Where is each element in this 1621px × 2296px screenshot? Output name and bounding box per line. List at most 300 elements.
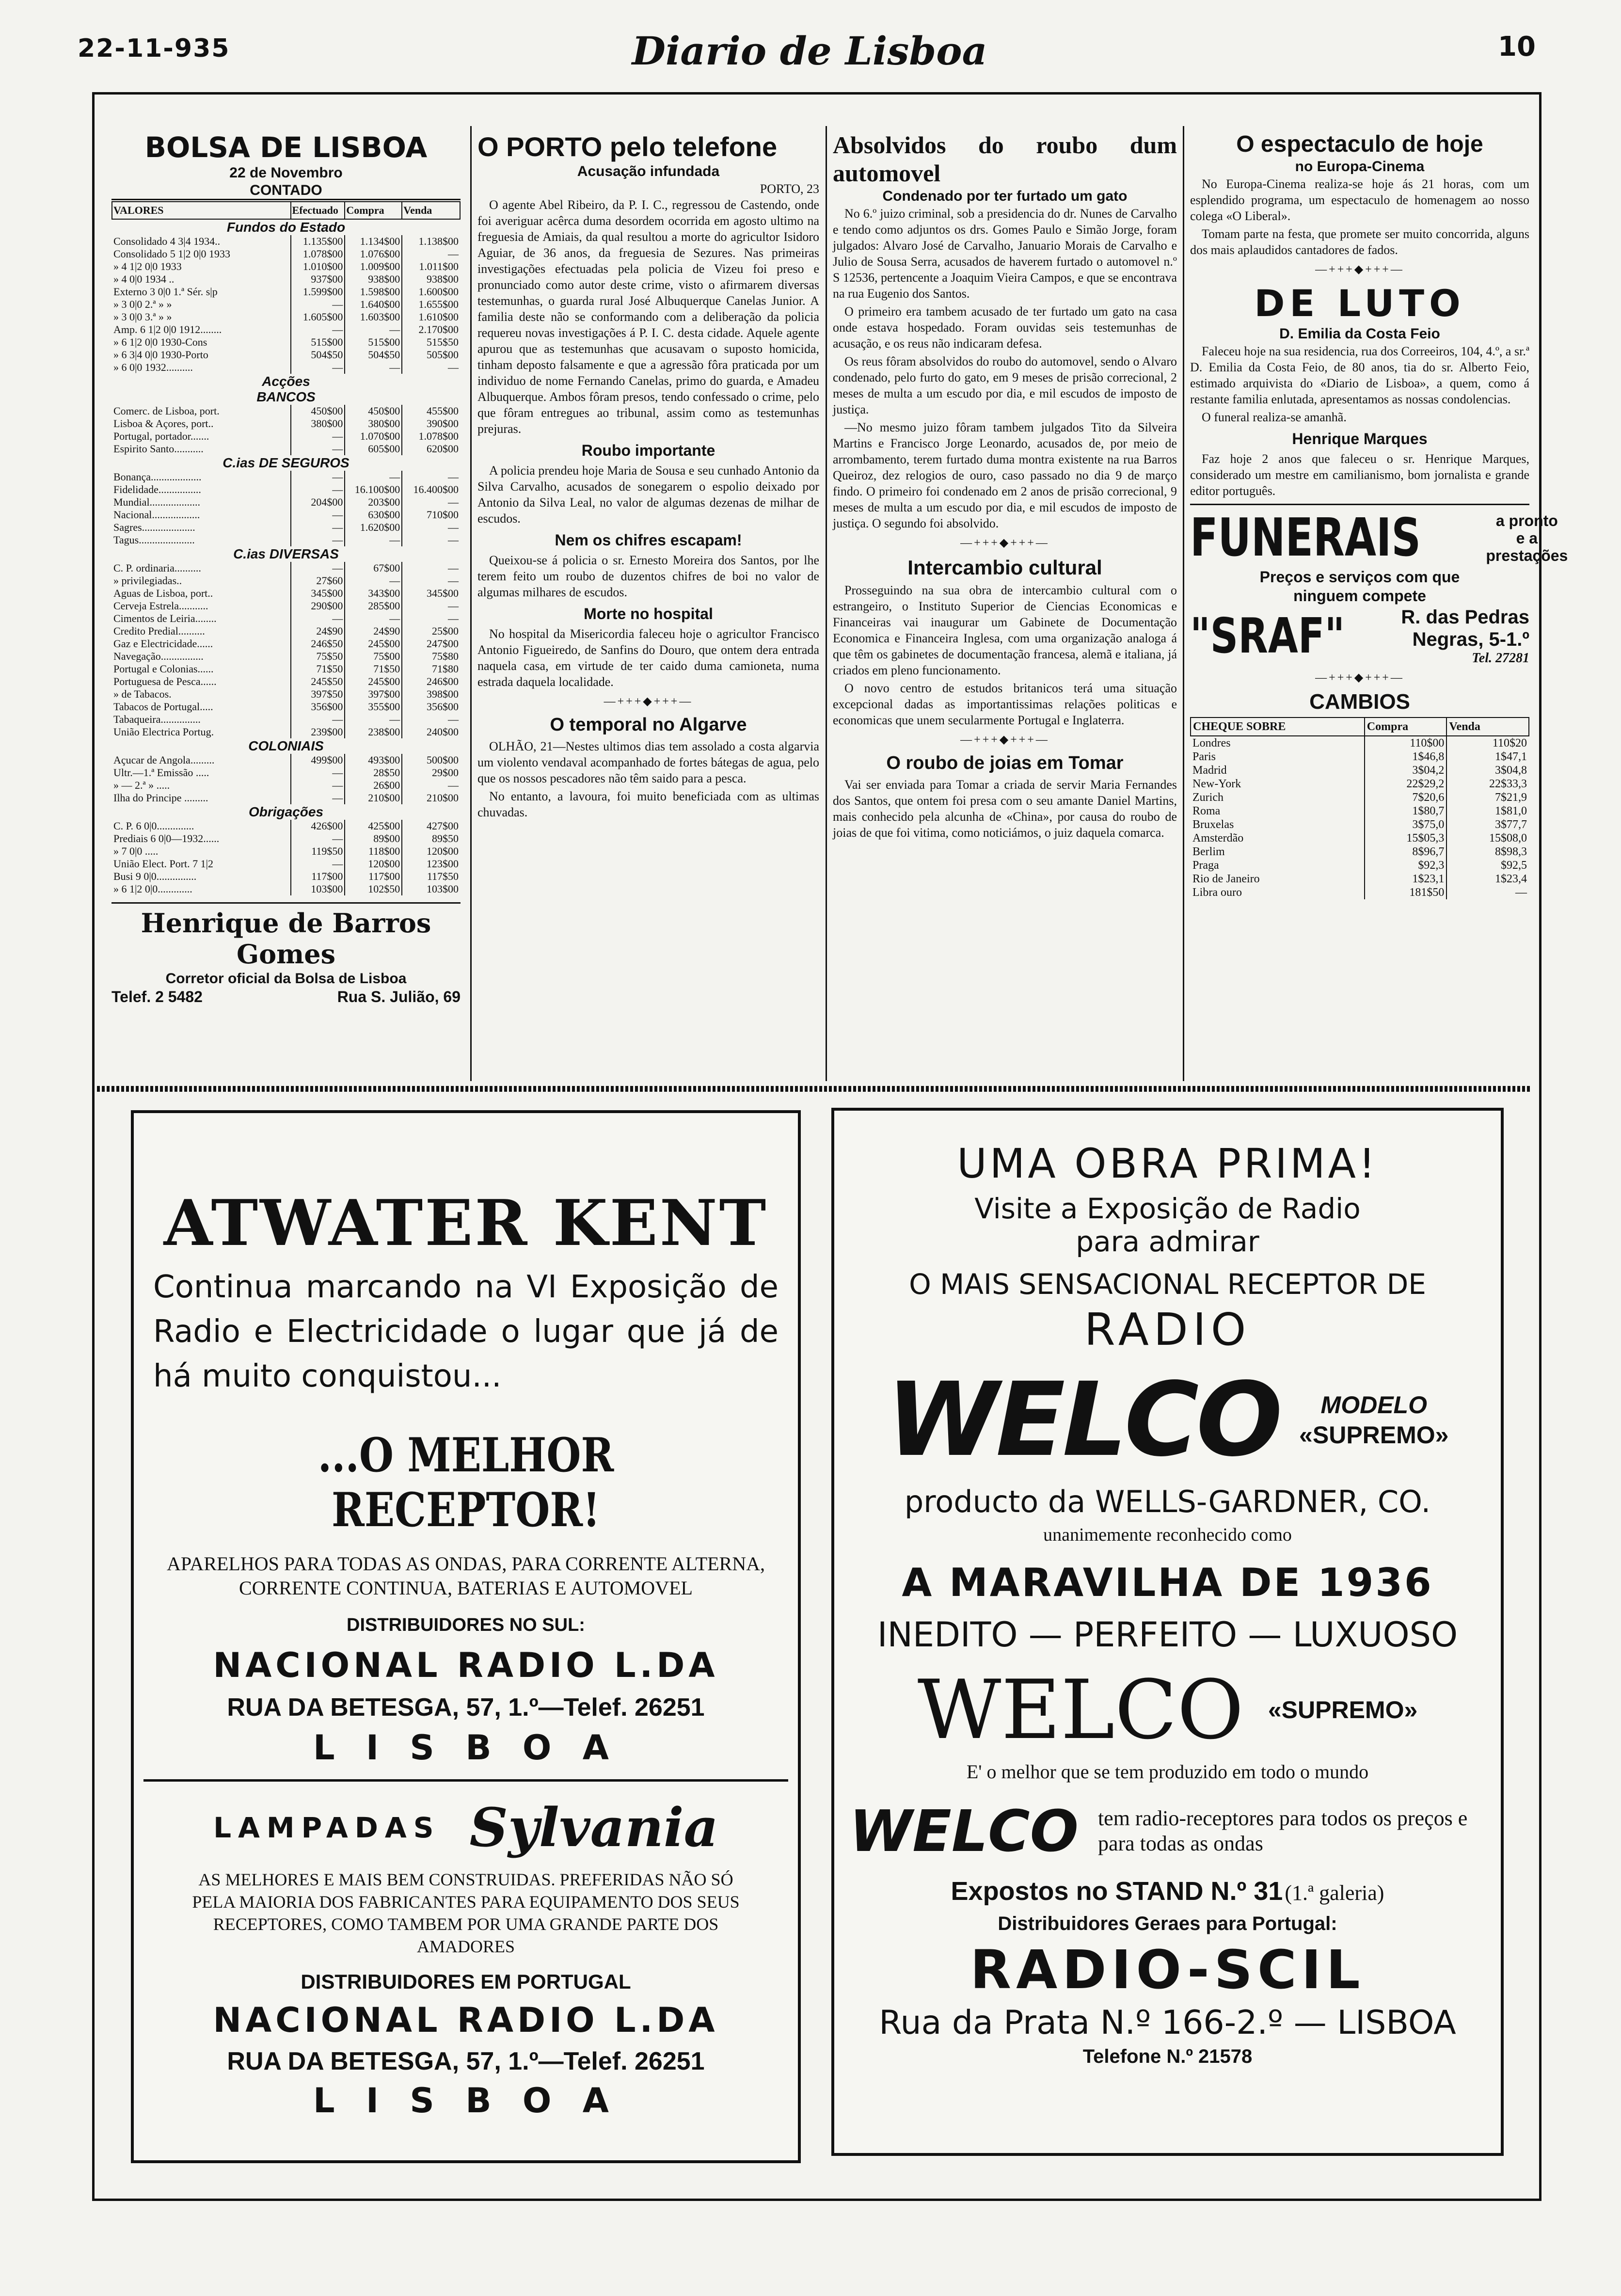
cambio-row (1191, 872, 1529, 886)
bolsa-row (112, 845, 460, 858)
bolsa-price: 120$00 (402, 845, 460, 858)
bolsa-price: 1.078$00 (402, 430, 460, 443)
bolsa-price: 247$00 (402, 638, 460, 650)
bolsa-valor: » — 2.ª » ..... (113, 779, 170, 791)
bolsa-price: — (345, 713, 402, 726)
bolsa-price: 343$00 (345, 587, 402, 600)
bolsa-price: 504$50 (345, 349, 402, 361)
bolsa-valor: C. P. 6 0|0.............. (113, 820, 194, 832)
welco-galeria: (1.ª galeria) (1285, 1881, 1384, 1905)
bolsa-price: — (291, 858, 345, 870)
bolsa-price: 75$00 (345, 650, 402, 663)
bolsa-price: 245$00 (345, 675, 402, 688)
bolsa-price: 117$00 (345, 870, 402, 883)
bolsa-valor: Portugal e Colonias...... (113, 663, 214, 675)
bolsa-valor: C. P. ordinaria.......... (113, 562, 201, 574)
bolsa-valor: Prediais 6 0|0—1932...... (113, 832, 220, 845)
bolsa-valor: » 4 1|2 0|0 1933 (113, 260, 182, 272)
bolsa-price: 450$00 (345, 405, 402, 417)
bolsa-price: 1.599$00 (291, 286, 345, 298)
cambio-row (1191, 750, 1529, 764)
intercambio-body-1: Prosseguindo na sua obra de intercambio cultural com o estrangeiro, o Instituto Superior de Ciencias Economicas e Financeiras vai inaugurar um Gabinete de Documentação Economica e Financeira Inglesa, com uma organização analoga á que têm os gabinetes de documentação francesa, alemã e italiana, já criados em pleno funcionamento. (833, 583, 1177, 677)
cambio-row (1191, 791, 1529, 804)
sraf-tel: Tel. 27281 (1472, 651, 1529, 666)
sylvania-city: L I S B O A (313, 2081, 619, 2121)
bolsa-price: — (291, 471, 345, 483)
bolsa-row (112, 779, 460, 792)
porto-s5-body: OLHÃO, 21—Nestes ultimos dias tem assolado a costa algarvia um violento vendaval acompanhado de fortes bátegas de agua, pelo que os nossos pescadores não têm saido para a pesca. (477, 739, 819, 785)
bolsa-price: — (291, 534, 345, 546)
bolsa-valor: Bonança................... (113, 471, 202, 483)
cambio-row (1191, 777, 1529, 791)
bolsa-price: 504$50 (291, 349, 345, 361)
espectaculo-body-1: No Europa-Cinema realiza-se hoje ás 21 horas, com um esplendido programa, um espectaculo de homenagem ao nosso colega «O Liberal». (1190, 177, 1529, 223)
bolsa-row (112, 496, 460, 509)
sylvania-address: RUA DA BETESGA, 57, 1.º—Telef. 26251 (227, 2047, 705, 2075)
welco-l4: RADIO (1084, 1304, 1251, 1355)
bolsa-price: 1.134$00 (345, 235, 402, 248)
welco-expostos: Expostos no STAND N.º 31 (951, 1877, 1283, 1906)
bolsa-price: 493$00 (345, 754, 402, 766)
porto-body: O agente Abel Ribeiro, da P. I. C., regressou de Castendo, onde foi averiguar acêrca duma desordem ocorrida em agosto ultimo na freguesia de Amiais, da qual resultou a morte do agricultor Isidoro Aguiar, de 36 anos, da freguesia de Sezures. Nas primeiras investigações efectuadas pela policia de Vizeu foi preso e pronunciado como autor deste crime, visto o afirmarem diversas testemunhas, o guarda rural José Albuquerque Canelas Junior. A familia deste não se conformando com a deliberação da policia requereu novas investigações á P. I. C. desta cidade. Aquele agente apurou que as testemunhas que acusavam o suposto homicida, tinham deposto falsamente e que a agressão fôra praticada por um individuo de nome Fernando Canelas, primo do guarda, e Amadeu Albuquerque. Ambos fôram presos, tendo confessado o crime, pelo que fôram entregues ao tribunal, assim como as testemunhas prejuras. (477, 198, 819, 436)
bolsa-valor: União Elect. Port. 7 1|2 (113, 858, 214, 870)
cambio-city: Roma (1192, 805, 1221, 817)
cambio-rate: 110$00 (1365, 736, 1447, 750)
bolsa-price: — (402, 713, 460, 726)
bolsa-price: 26$00 (345, 779, 402, 792)
bolsa-price: — (291, 430, 345, 443)
funerais-side2: e a (1516, 529, 1538, 547)
bolsa-price: 937$00 (291, 273, 345, 286)
bolsa-price: 500$00 (402, 754, 460, 766)
sraf-addr1: R. das Pedras (1401, 606, 1529, 628)
porto-s4-title: Morte no hospital (584, 605, 713, 622)
bolsa-section-heading (112, 374, 460, 389)
bolsa-price: — (402, 534, 460, 546)
cambio-rate: 1$23,1 (1365, 872, 1447, 886)
bolsa-row (112, 574, 460, 587)
bolsa-price: — (291, 792, 345, 804)
bolsa-price: 25$00 (402, 625, 460, 638)
bolsa-valor: Lisboa & Açores, port.. (113, 417, 214, 430)
porto-s5-body-2: No entanto, a lavoura, foi muito beneficiada com as ultimas chuvadas. (477, 789, 819, 819)
bolsa-row (112, 638, 460, 650)
bolsa-row (112, 820, 460, 832)
atwater-brand: ATWATER KENT (163, 1186, 768, 1260)
cambio-city: Rio de Janeiro (1192, 873, 1260, 885)
bolsa-row (112, 870, 460, 883)
bolsa-price: 75$80 (402, 650, 460, 663)
bolsa-section-label: Obrigações (248, 804, 324, 819)
funerais-side3: prestações (1486, 547, 1568, 564)
cambio-row (1191, 831, 1529, 845)
sylvania-company: NACIONAL RADIO L.DA (213, 2000, 719, 2040)
luto-body-2: O funeral realiza-se amanhã. (1202, 410, 1347, 424)
bolsa-price: 285$00 (345, 600, 402, 612)
atwater-kent-ad (131, 1110, 801, 2163)
bolsa-valor: Mundial................... (113, 496, 201, 508)
cambio-city: Amsterdão (1192, 832, 1244, 845)
broker-footer (111, 902, 461, 1006)
bolsa-price: — (291, 832, 345, 845)
bolsa-price: — (402, 248, 460, 260)
absolvidos-body-3: Os reus fôram absolvidos do roubo do automovel, sendo o Alvaro condenado, pelo furto do gato, em 9 meses de prisão correcional, 2 meses de multa a um escudo por dia, e mil escudos de imposto de justiça. (833, 354, 1177, 416)
joias-title: O roubo de joias em Tomar (886, 753, 1124, 773)
cambio-rate: — (1446, 886, 1529, 899)
cambio-rate: 3$04,2 (1365, 764, 1447, 777)
bolsa-row (112, 430, 460, 443)
bolsa-price: — (345, 612, 402, 625)
column-rule (1183, 126, 1184, 1081)
bolsa-row (112, 832, 460, 845)
bolsa-price: 210$00 (345, 792, 402, 804)
bolsa-price: 16.400$00 (402, 483, 460, 496)
bolsa-section-label: COLONIAIS (248, 738, 324, 753)
bolsa-valor: » 3 0|0 2.ª » » (113, 298, 172, 310)
column-rule (470, 126, 472, 1081)
cambio-row (1191, 886, 1529, 899)
bolsa-valor: » de Tabacos. (113, 688, 172, 700)
welco-inedito: INEDITO — PERFEITO — LUXUOSO (877, 1615, 1458, 1655)
bolsa-price: 1.009$00 (345, 260, 402, 273)
page-number: 10 (1498, 31, 1536, 63)
bolsa-price: 28$50 (345, 766, 402, 779)
atwater-city: L I S B O A (313, 1728, 619, 1768)
bolsa-row (112, 509, 460, 521)
broker-name: Henrique de Barros Gomes (141, 908, 431, 970)
bolsa-price: 67$00 (345, 562, 402, 574)
bolsa-price: 426$00 (291, 820, 345, 832)
bolsa-price: — (291, 509, 345, 521)
newspaper-title: Diario de Lisboa (632, 28, 987, 74)
bolsa-valor: Ilha do Principe ......... (113, 792, 208, 804)
bolsa-section-heading (112, 219, 460, 235)
welco-logo-2: WELCO (917, 1662, 1244, 1757)
bolsa-price: 605$00 (345, 443, 402, 455)
bolsa-price: — (402, 496, 460, 509)
bolsa-valor: União Electrica Portug. (113, 726, 214, 738)
welco-unanime: unanimemente reconhecido como (1043, 1525, 1292, 1545)
cambio-rate: 7$20,6 (1365, 791, 1447, 804)
hm-body: Faz hoje 2 anos que faleceu o sr. Henrique Marques, considerado um mestre em camilianismo, bom jornalista e grande editor português. (1190, 452, 1529, 498)
bolsa-price: 210$00 (402, 792, 460, 804)
bolsa-row (112, 675, 460, 688)
welco-company: RADIO-SCIL (970, 1939, 1365, 2001)
bolsa-price: 345$00 (291, 587, 345, 600)
bolsa-valor: » 4 0|0 1934 .. (113, 273, 175, 285)
bolsa-valor: Externo 3 0|0 1.ª Sér. s|p (113, 286, 218, 298)
bolsa-valor: Aguas de Lisboa, port.. (113, 587, 213, 599)
bolsa-price: 240$00 (402, 726, 460, 738)
bolsa-valor: » 7 0|0 ..... (113, 845, 159, 857)
bolsa-price: 499$00 (291, 754, 345, 766)
bolsa-price: 1.598$00 (345, 286, 402, 298)
cambio-rate: 7$21,9 (1446, 791, 1529, 804)
welco-dist: Distribuidores Geraes para Portugal: (998, 1913, 1337, 1934)
col-compra: Compra (345, 202, 402, 219)
bolsa-row (112, 336, 460, 349)
bolsa-row (112, 766, 460, 779)
cambio-row (1191, 818, 1529, 831)
bolsa-price: 380$00 (291, 417, 345, 430)
cambio-city: Zurich (1192, 791, 1224, 804)
welco-producto: producto da WELLS-GARDNER, CO. (904, 1484, 1431, 1519)
ornament-divider: —+++◆+++— (960, 537, 1049, 549)
luto-subtitle: D. Emilia da Costa Feio (1279, 326, 1440, 342)
cambio-city: Madrid (1192, 764, 1227, 777)
bolsa-price: — (291, 298, 345, 311)
bolsa-row (112, 361, 460, 374)
bolsa-price: 505$00 (402, 349, 460, 361)
bolsa-price: 239$00 (291, 726, 345, 738)
bolsa-valor: Credito Predial.......... (113, 625, 205, 637)
sraf-addr2: Negras, 5-1.º (1412, 629, 1529, 650)
bolsa-price: — (402, 521, 460, 534)
section-divider (97, 1086, 1532, 1092)
bolsa-valor: Tagus..................... (113, 534, 195, 546)
bolsa-table-body (112, 219, 460, 895)
bolsa-price: 119$50 (291, 845, 345, 858)
bolsa-price: — (291, 612, 345, 625)
bolsa-price: — (345, 323, 402, 336)
bolsa-price: 1.076$00 (345, 248, 402, 260)
bolsa-price: 515$00 (345, 336, 402, 349)
bolsa-price: 245$00 (345, 638, 402, 650)
porto-s3-body: Queixou-se á policia o sr. Ernesto Moreira dos Santos, por lhe terem feito um roubo de duzentos chifres de boi no valor de algumas milhares de escudos. (477, 553, 819, 599)
bolsa-section-heading (112, 455, 460, 471)
bolsa-valor: Amp. 6 1|2 0|0 1912........ (113, 323, 222, 335)
porto-s5-title: O temporal no Algarve (550, 715, 747, 735)
bolsa-price: 1.603$00 (345, 311, 402, 323)
bolsa-price: 1.620$00 (345, 521, 402, 534)
ornament-divider: —+++◆+++— (1315, 263, 1404, 276)
bolsa-price: 203$00 (345, 496, 402, 509)
cambio-rate: 15$08,0 (1446, 831, 1529, 845)
issue-date: 22-11-935 (78, 34, 230, 63)
bolsa-row (112, 858, 460, 870)
bolsa-valor: » 6 0|0 1932.......... (113, 361, 193, 373)
bolsa-price: 245$50 (291, 675, 345, 688)
bolsa-row (112, 286, 460, 298)
bolsa-row (112, 443, 460, 455)
bolsa-price: 1.640$00 (345, 298, 402, 311)
cambio-rate: 22$33,3 (1446, 777, 1529, 791)
porto-s3-title: Nem os chifres escapam! (555, 531, 742, 549)
bolsa-row (112, 235, 460, 248)
welco-tel: Telefone N.º 21578 (1082, 2046, 1253, 2067)
bolsa-section-heading (112, 738, 460, 754)
bolsa-valor: Tabacos de Portugal..... (113, 701, 213, 713)
bolsa-price: 27$60 (291, 574, 345, 587)
luto-title: DE LUTO (1254, 282, 1465, 325)
bolsa-price: 1.070$00 (345, 430, 402, 443)
welco-l2: para admirar (1076, 1225, 1259, 1258)
intercambio-body-2: O novo centro de estudos britanicos terá uma situação excepcional dadas as importantissimas relações politicas e economicas que unem secularmente Portugal e Inglaterra. (833, 681, 1177, 727)
bolsa-price: 380$00 (345, 417, 402, 430)
porto-column (477, 131, 819, 822)
cambio-city: Londres (1192, 737, 1231, 749)
ornament-divider: —+++◆+++— (960, 733, 1049, 746)
bolsa-section-label: BANCOS (256, 389, 316, 404)
bolsa-price: 455$00 (402, 405, 460, 417)
cambios-table-body (1191, 736, 1529, 899)
bolsa-valor: » privilegiadas.. (113, 574, 182, 587)
absolvidos-subtitle: Condenado por ter furtado um gato (882, 188, 1128, 204)
col-efectuado: Efectuado (291, 202, 345, 219)
bolsa-price: 938$00 (345, 273, 402, 286)
bolsa-valor: Gaz e Electricidade...... (113, 638, 213, 650)
espectaculo-title: O espectaculo de hoje (1236, 131, 1483, 157)
bolsa-row (112, 650, 460, 663)
bolsa-price: 89$50 (402, 832, 460, 845)
bolsa-price: 24$90 (345, 625, 402, 638)
bolsa-price: 118$00 (345, 845, 402, 858)
sylvania-logo: Sylvania (469, 1796, 718, 1859)
cambio-rate: 8$98,3 (1446, 845, 1529, 859)
bolsa-section-heading (112, 389, 460, 405)
bolsa-row (112, 483, 460, 496)
porto-dateline: PORTO, 23 (760, 182, 819, 196)
bolsa-price: 2.170$00 (402, 323, 460, 336)
bolsa-column (111, 131, 461, 1006)
bolsa-price: — (291, 521, 345, 534)
bolsa-price: 246$00 (402, 675, 460, 688)
porto-s2-body: A policia prendeu hoje Maria de Sousa e seu cunhado Antonio da Silva Carvalho, acusados de sonegarem o espolio deixado por Antonio da Silva Leal, no valor de algumas dezenas de milhar de escudos. (477, 463, 819, 526)
porto-s2-title: Roubo importante (581, 442, 715, 459)
col-valores: VALORES (112, 202, 291, 219)
welco-modelo: MODELO (1320, 1391, 1427, 1419)
bolsa-price: 1.078$00 (291, 248, 345, 260)
cambio-rate: 15$05,3 (1365, 831, 1447, 845)
bolsa-row (112, 417, 460, 430)
bolsa-price: — (345, 574, 402, 587)
bolsa-price: 123$00 (402, 858, 460, 870)
bolsa-price: — (291, 713, 345, 726)
bolsa-price: 345$00 (402, 587, 460, 600)
welco-tem: tem radio-receptores para todos os preços e para todas as ondas (1097, 1806, 1468, 1855)
cambio-city: Bruxelas (1192, 818, 1234, 831)
bolsa-row (112, 273, 460, 286)
funerais-ad (1190, 504, 1568, 666)
cambio-city: Berlim (1192, 845, 1225, 858)
bolsa-price: — (402, 471, 460, 483)
bolsa-row (112, 792, 460, 804)
bolsa-price: — (402, 361, 460, 374)
bolsa-row (112, 663, 460, 675)
cambio-rate: 1$23,4 (1446, 872, 1529, 886)
atwater-text1: Continua marcando na VI Exposição de Radio e Electricidade o lugar que já de há muito conquistou... (153, 1269, 779, 1394)
bolsa-price: 620$00 (402, 443, 460, 455)
column-rule (826, 126, 827, 1081)
bolsa-row (112, 521, 460, 534)
welco-maravilha: A MARAVILHA DE 1936 (902, 1560, 1433, 1605)
cambio-rate: 1$46,8 (1365, 750, 1447, 764)
bolsa-price: 71$80 (402, 663, 460, 675)
cambio-row (1191, 764, 1529, 777)
porto-title: O PORTO pelo telefone (477, 131, 778, 162)
bolsa-row (112, 562, 460, 574)
bolsa-price: 71$50 (345, 663, 402, 675)
cambios-table (1190, 717, 1529, 899)
bolsa-valor: Portugal, portador....... (113, 430, 209, 442)
porto-subtitle: Acusação infundada (577, 163, 720, 179)
bolsa-price: 398$00 (402, 688, 460, 701)
bolsa-valor: Nacional.................. (113, 509, 200, 521)
bolsa-price: 75$50 (291, 650, 345, 663)
cambios-col-cheque: CHEQUE SOBRE (1191, 718, 1365, 736)
espectaculo-body-2: Tomam parte na festa, que promete ser muito concorrida, alguns dos mais aplaudidos cantadores de fados. (1190, 227, 1529, 257)
bolsa-valor: Consolidado 5 1|2 0|0 1933 (113, 248, 231, 260)
welco-l1: Visite a Exposição de Radio (974, 1192, 1361, 1225)
bolsa-price: 1.610$00 (402, 311, 460, 323)
bolsa-price: 710$00 (402, 509, 460, 521)
bolsa-price: 29$00 (402, 766, 460, 779)
atwater-company: NACIONAL RADIO L.DA (213, 1645, 719, 1685)
cambio-rate: 1$80,7 (1365, 804, 1447, 818)
col-venda: Venda (402, 202, 460, 219)
funerais-line2: ninguem compete (1293, 587, 1426, 605)
bolsa-price: — (291, 483, 345, 496)
bolsa-price: — (345, 361, 402, 374)
bolsa-price: 1.011$00 (402, 260, 460, 273)
luto-body-1: Faleceu hoje na sua residencia, rua dos Correeiros, 104, 4.º, a sr.ª D. Emilia da Costa Feio, de 80 anos, tia do sr. Alberto Feio, estimado arquivista do «Diario de Lisboa», a quem, como á restante familia enlutada, apresentamos as nossas condolencias. (1190, 344, 1529, 406)
sylvania-dist: DISTRIBUIDORES EM PORTUGAL (301, 1970, 631, 1993)
bolsa-valor: Espirito Santo........... (113, 443, 204, 455)
cambio-city: Paris (1192, 750, 1216, 763)
broker-phone: Telef. 2 5482 (111, 988, 203, 1005)
bolsa-valor: Busi 9 0|0............... (113, 870, 197, 882)
bolsa-price: 89$00 (345, 832, 402, 845)
bolsa-price: 355$00 (345, 701, 402, 713)
bolsa-price: 120$00 (345, 858, 402, 870)
atwater-headline: ...O MELHOR RECEPTOR! (318, 1428, 614, 1537)
bolsa-valor: » 6 1|2 0|0............. (113, 883, 192, 895)
bolsa-valor: Fidelidade................ (113, 483, 201, 495)
funerais-side1: a pronto (1495, 512, 1558, 529)
bolsa-price: 1.138$00 (402, 235, 460, 248)
bolsa-price: 397$50 (291, 688, 345, 701)
bolsa-section-heading (112, 804, 460, 820)
bolsa-valor: Açucar de Angola......... (113, 754, 215, 766)
cambio-city: Praga (1192, 859, 1219, 872)
bolsa-row (112, 323, 460, 336)
bolsa-title: BOLSA DE LISBOA (144, 131, 428, 164)
bolsa-price: 238$00 (345, 726, 402, 738)
cambio-row (1191, 736, 1529, 750)
broker-address: Rua S. Julião, 69 (337, 988, 461, 1005)
bolsa-price: 103$00 (402, 883, 460, 895)
cambio-row (1191, 845, 1529, 859)
bolsa-price: 425$00 (345, 820, 402, 832)
espectaculo-column (1190, 131, 1568, 899)
bolsa-valor: » 3 0|0 3.ª » » (113, 311, 172, 323)
funerais-line1: Preços e serviços com que (1259, 568, 1460, 586)
absolvidos-title: Absolvidos do roubo dum automovel (833, 131, 1177, 187)
cambio-city: Libra ouro (1192, 886, 1242, 899)
bolsa-price: 1.605$00 (291, 311, 345, 323)
hm-title: Henrique Marques (1292, 430, 1428, 447)
bolsa-row (112, 701, 460, 713)
espectaculo-subtitle: no Europa-Cinema (1295, 159, 1425, 175)
bolsa-row (112, 405, 460, 417)
bolsa-row (112, 349, 460, 361)
bolsa-row (112, 688, 460, 701)
bolsa-subtitle: CONTADO (111, 182, 461, 200)
cambio-rate: 181$50 (1365, 886, 1447, 899)
bolsa-price: 1.600$00 (402, 286, 460, 298)
cambios-col-compra: Compra (1365, 718, 1447, 736)
joias-body: Vai ser enviada para Tomar a criada de servir Maria Fernandes dos Santos, que ontem foi presa com o seu amante Daniel Martins, mais conhecido pela alcunha de «China», por causa do roubo de joias de que foi vitima, como noticiámos, o juiz daquela comarca. (833, 778, 1177, 840)
